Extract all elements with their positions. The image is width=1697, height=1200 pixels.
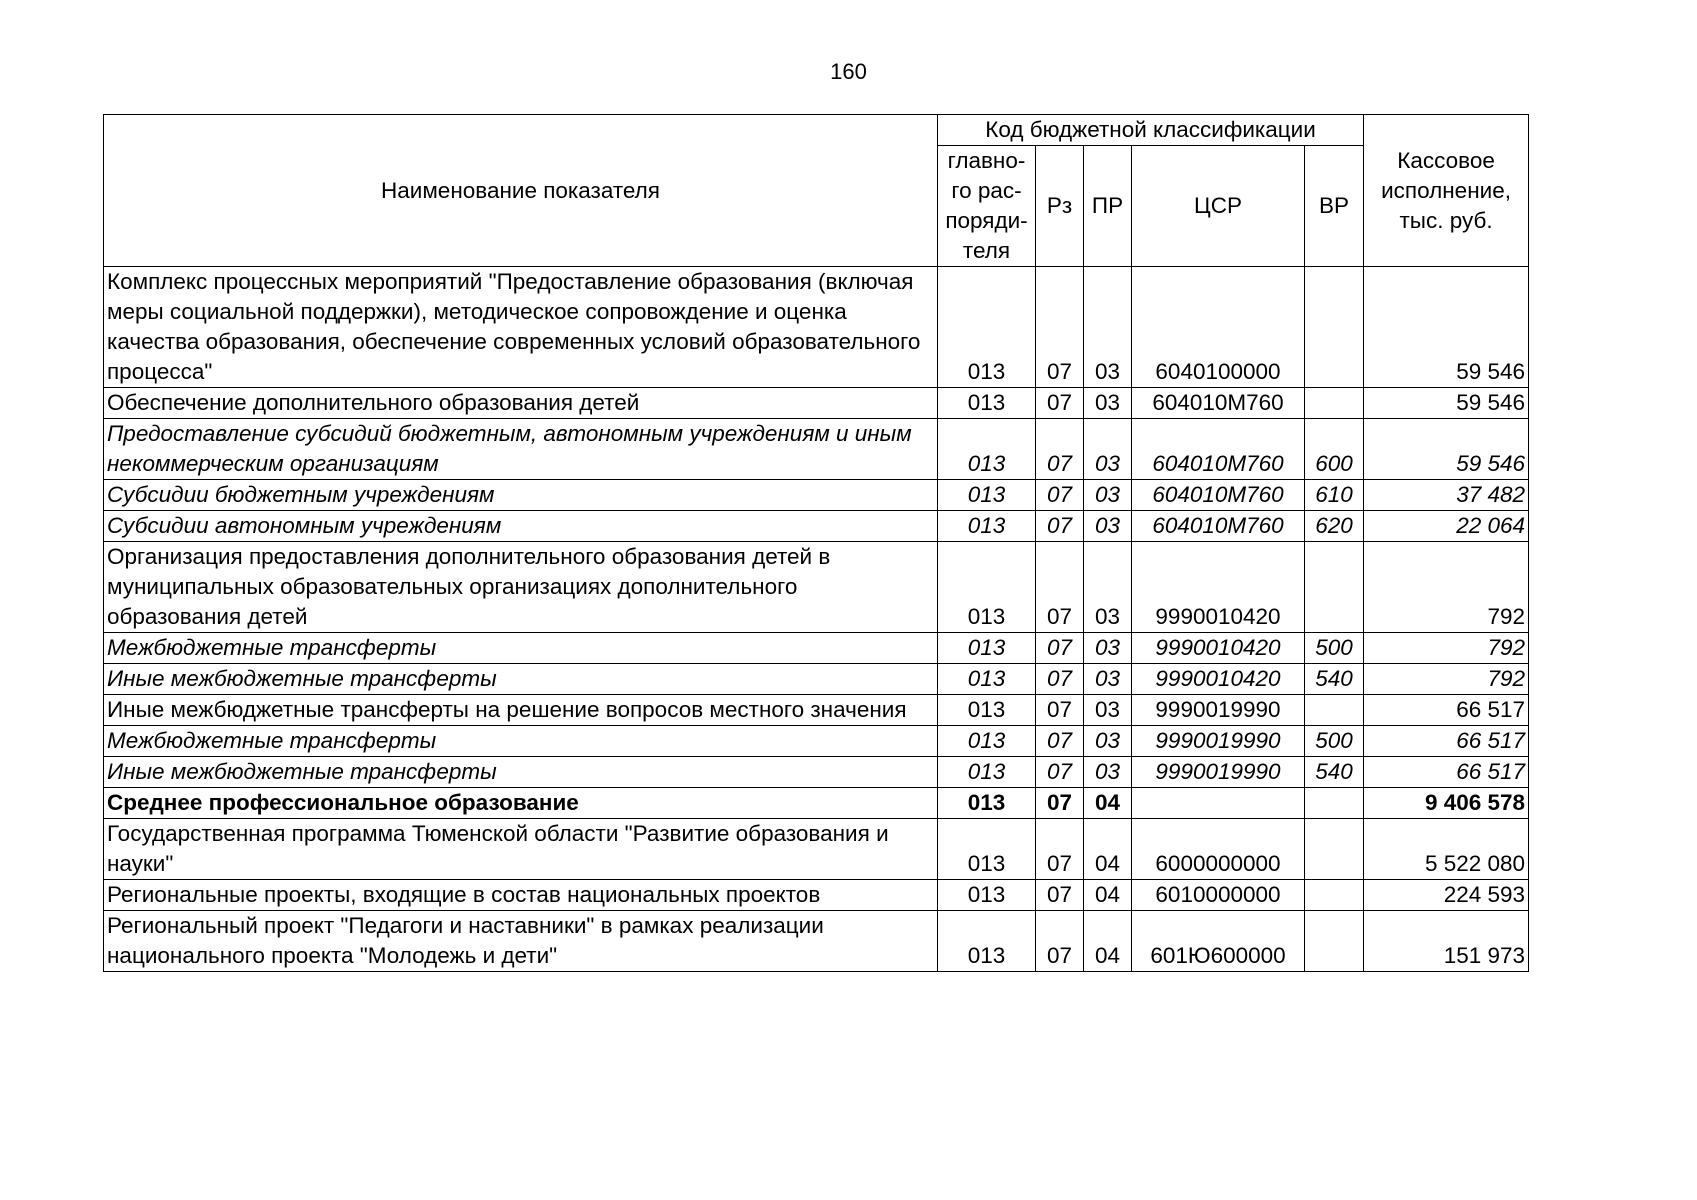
row-csr: 9990010420 [1132,664,1305,695]
table-row [104,880,1529,911]
row-amount: 59 546 [1364,419,1529,480]
row-pr: 03 [1084,267,1132,388]
row-name: Межбюджетные трансферты [104,726,938,757]
row-csr: 6010000000 [1132,880,1305,911]
row-vr: 540 [1305,757,1364,788]
header-glav-line: го рас- [951,178,1022,203]
row-name: Субсидии автономным учреждениям [104,511,938,542]
row-csr: 604010М760 [1132,511,1305,542]
row-glav: 013 [938,267,1036,388]
table-row [104,911,1529,972]
row-amount: 792 [1364,664,1529,695]
row-rz: 07 [1036,267,1084,388]
table-body [104,267,1529,972]
row-vr [1305,267,1364,388]
row-name: Региональные проекты, входящие в состав национальных проектов [104,880,938,911]
row-vr [1305,880,1364,911]
row-name: Организация предоставления дополнительного образования детей в муниципальных образовательных организациях дополнительного образования детей [104,542,938,633]
row-name: Иные межбюджетные трансферты [104,664,938,695]
row-pr: 03 [1084,695,1132,726]
row-amount: 66 517 [1364,695,1529,726]
row-rz: 07 [1036,880,1084,911]
row-amount: 151 973 [1364,911,1529,972]
row-glav: 013 [938,726,1036,757]
row-glav: 013 [938,480,1036,511]
row-vr [1305,542,1364,633]
row-name: Иные межбюджетные трансферты [104,757,938,788]
row-glav: 013 [938,911,1036,972]
header-csr: ЦСР [1132,146,1305,267]
row-pr: 04 [1084,911,1132,972]
row-amount: 792 [1364,633,1529,664]
row-rz: 07 [1036,419,1084,480]
row-rz: 07 [1036,819,1084,880]
row-vr [1305,388,1364,419]
row-csr: 6040100000 [1132,267,1305,388]
table-row [104,788,1529,819]
table-row [104,388,1529,419]
header-pr: ПР [1084,146,1132,267]
row-amount: 66 517 [1364,726,1529,757]
row-vr: 600 [1305,419,1364,480]
row-rz: 07 [1036,911,1084,972]
row-pr: 03 [1084,664,1132,695]
header-name: Наименование показателя [104,115,938,267]
table-row [104,757,1529,788]
table-row [104,664,1529,695]
row-amount: 792 [1364,542,1529,633]
row-pr: 03 [1084,757,1132,788]
row-pr: 04 [1084,819,1132,880]
row-rz: 07 [1036,788,1084,819]
row-csr: 604010М760 [1132,388,1305,419]
row-rz: 07 [1036,511,1084,542]
row-amount: 66 517 [1364,757,1529,788]
table-row [104,819,1529,880]
row-rz: 07 [1036,388,1084,419]
row-pr: 03 [1084,511,1132,542]
row-vr [1305,911,1364,972]
row-vr: 500 [1305,726,1364,757]
table-row [104,726,1529,757]
table-row [104,267,1529,388]
row-glav: 013 [938,542,1036,633]
row-rz: 07 [1036,664,1084,695]
row-pr: 03 [1084,388,1132,419]
header-amount-line: тыс. руб. [1399,207,1493,233]
table-row [104,695,1529,726]
row-name: Региональный проект "Педагоги и наставники" в рамках реализации национального проекта "Молодежь и дети" [104,911,938,972]
row-pr: 03 [1084,726,1132,757]
row-csr: 9990019990 [1132,726,1305,757]
row-csr: 9990019990 [1132,695,1305,726]
row-glav: 013 [938,819,1036,880]
row-pr: 03 [1084,480,1132,511]
row-csr: 604010М760 [1132,480,1305,511]
row-amount: 59 546 [1364,388,1529,419]
header-glav-line: теля [962,238,1011,263]
row-csr: 9990010420 [1132,633,1305,664]
page-number: 160 [830,59,867,84]
row-rz: 07 [1036,757,1084,788]
row-pr: 04 [1084,788,1132,819]
row-amount: 59 546 [1364,267,1529,388]
table-row [104,542,1529,633]
row-rz: 07 [1036,695,1084,726]
table-row [104,511,1529,542]
row-glav: 013 [938,633,1036,664]
row-pr: 04 [1084,880,1132,911]
row-pr: 03 [1084,633,1132,664]
row-amount: 9 406 578 [1364,788,1529,819]
row-csr: 9990010420 [1132,542,1305,633]
row-amount: 224 593 [1364,880,1529,911]
header-kbk-group: Код бюджетной классификации [938,115,1364,146]
row-rz: 07 [1036,542,1084,633]
row-csr: 6000000000 [1132,819,1305,880]
header-glav-line: поряди- [945,208,1028,233]
row-name: Среднее профессиональное образование [104,788,938,819]
header-glav [938,146,1036,267]
row-name: Межбюджетные трансферты [104,633,938,664]
row-amount: 22 064 [1364,511,1529,542]
row-vr [1305,819,1364,880]
row-vr: 620 [1305,511,1364,542]
table-row [104,480,1529,511]
row-name: Предоставление субсидий бюджетным, автономным учреждениям и иным некоммерческим организациям [104,419,938,480]
row-glav: 013 [938,388,1036,419]
row-csr: 601Ю600000 [1132,911,1305,972]
header-vr: ВР [1305,146,1364,267]
header-amount-line: Кассовое [1397,147,1495,173]
row-amount: 5 522 080 [1364,819,1529,880]
row-glav: 013 [938,695,1036,726]
row-pr: 03 [1084,419,1132,480]
table-header [104,115,1529,267]
row-pr: 03 [1084,542,1132,633]
row-rz: 07 [1036,633,1084,664]
row-csr [1132,788,1305,819]
header-amount [1364,115,1529,267]
header-glav-line: главно- [947,148,1026,173]
row-glav: 013 [938,419,1036,480]
row-name: Обеспечение дополнительного образования детей [104,388,938,419]
row-rz: 07 [1036,480,1084,511]
budget-table [103,114,1529,972]
row-glav: 013 [938,757,1036,788]
row-amount: 37 482 [1364,480,1529,511]
header-amount-line: исполнение, [1381,177,1511,203]
row-name: Иные межбюджетные трансферты на решение вопросов местного значения [104,695,938,726]
table-row [104,419,1529,480]
row-name: Субсидии бюджетным учреждениям [104,480,938,511]
row-name: Комплекс процессных мероприятий "Предоставление образования (включая меры социальной поддержки), методическое сопровождение и оценка качества образования, обеспечение современных условий образовательного процесса" [104,267,938,388]
row-vr [1305,788,1364,819]
row-glav: 013 [938,788,1036,819]
row-csr: 9990019990 [1132,757,1305,788]
row-glav: 013 [938,880,1036,911]
row-vr [1305,695,1364,726]
row-name: Государственная программа Тюменской области "Развитие образования и науки" [104,819,938,880]
row-csr: 604010М760 [1132,419,1305,480]
row-vr: 610 [1305,480,1364,511]
row-rz: 07 [1036,726,1084,757]
table-row [104,633,1529,664]
row-glav: 013 [938,664,1036,695]
row-vr: 540 [1305,664,1364,695]
row-glav: 013 [938,511,1036,542]
row-vr: 500 [1305,633,1364,664]
header-rz: Рз [1036,146,1084,267]
